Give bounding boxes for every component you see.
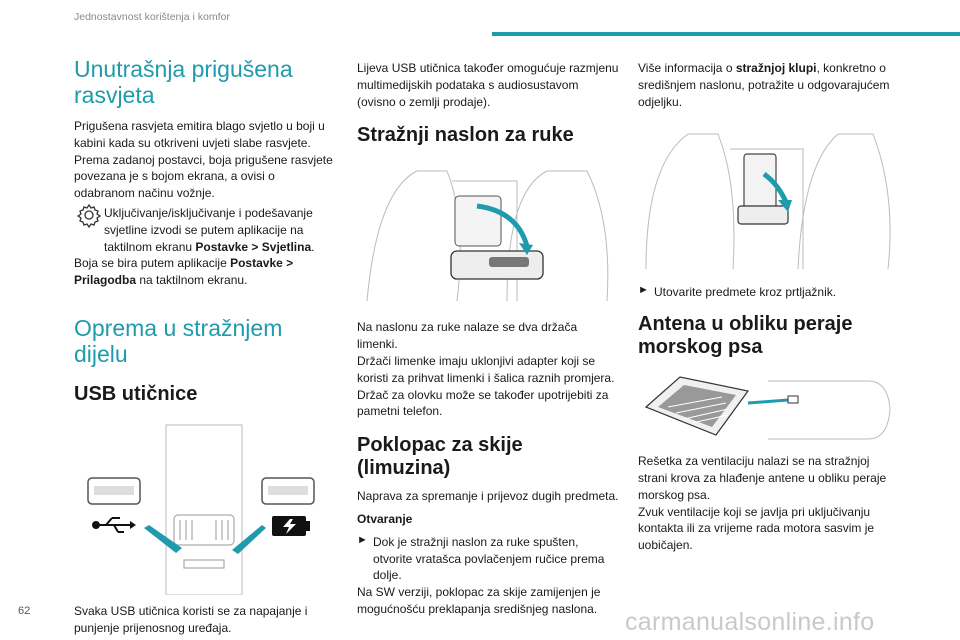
rear-armrest-illustration xyxy=(357,161,619,311)
heading-usb-sockets: USB utičnice xyxy=(74,382,198,405)
paragraph-ski-flap: Naprava za spremanje i prijevoz dugih predmeta. xyxy=(357,489,619,504)
heading-rear-armrest: Stražnji naslon za ruke xyxy=(357,124,574,147)
heading-rear-equipment: Oprema u stražnjem dijelu xyxy=(74,314,283,367)
heading-ambient-lighting: Unutrašnja prigušena rasvjeta xyxy=(74,56,293,108)
paragraph-ambient-lighting: Prigušena rasvjeta emitira blago svjetlo u boji u kabini kada su otkriveni uvjeti slabe rasvjete. Prema zadanoj postavci, boja prigušene rasvjete povezana je s bojom ekrana, a ovisi o odabranom načinu vožnje. xyxy=(74,118,333,201)
paragraph-cup-holders: Na naslonu za ruke nalaze se dva držača limenki. xyxy=(357,320,578,352)
bullet-load-items: ► Utovarite predmete kroz prtljažnik. xyxy=(638,284,837,300)
settings-note-text: Uključivanje/isključivanje i podešavanje svjetline izvodi se putem aplikacije na taktilnom ekranu Postavke > Svjetlina. xyxy=(104,205,315,254)
page-number: 62 xyxy=(18,605,31,617)
gear-icon xyxy=(74,202,104,228)
column-1 xyxy=(74,56,336,637)
usb-sockets-illustration xyxy=(74,420,336,595)
paragraph-pen-holder: Držač za olovku može se također upotrijebiti za pametni telefon. xyxy=(357,387,609,419)
ski-flap-illustration xyxy=(638,124,900,274)
charging-icon xyxy=(272,516,310,536)
bullet-opening: ► Dok je stražnji naslon za ruke spušten, otvorite vratašca povlačenjem ručice prema dolje. xyxy=(357,533,605,583)
paragraph-usb-usage: Svaka USB utičnica koristi se za napajanje i punjenje prijenosnog uređaja. xyxy=(74,603,308,635)
watermark: carmanualsonline.info xyxy=(625,608,875,636)
paragraph-ventilation-grille: Rešetka za ventilaciju nalazi se na stražnjoj strani krova za hlađenje antene u obliku peraje morskog psa. xyxy=(638,454,887,502)
paragraph-color-select: Boja se bira putem aplikacije Postavke > Prilagodba na taktilnom ekranu. xyxy=(74,256,294,288)
paragraph-ventilation-noise: Zvuk ventilacije koji se javlja pri uključivanju kontakta ili za vrijeme rada motora sasvim je uobičajen. xyxy=(638,504,875,553)
settings-note xyxy=(74,202,336,255)
paragraph-sw-version: Na SW verziji, poklopac za skije zamijenjen je mogućnošću preklapanja središnjeg naslona. xyxy=(357,585,601,616)
heading-ski-flap: Poklopac za skije (limuzina) xyxy=(357,434,523,480)
paragraph-usb-multimedia: Lijeva USB utičnica također omogućuje razmjenu multimedijskih podataka s audiosustavom (ovisno o zemlji prodaje). xyxy=(357,61,619,109)
shark-fin-antenna-illustration xyxy=(638,369,900,445)
header-accent-bar xyxy=(492,32,960,36)
paragraph-rear-bench-info: Više informacija o stražnjoj klupi, konkretno o središnjem naslonu, potražite u odgovarajućem odjeljku. xyxy=(638,61,890,109)
heading-shark-fin-antenna: Antena u obliku peraje morskog psa xyxy=(638,313,853,359)
usb-icon xyxy=(93,518,136,532)
column-2 xyxy=(357,60,619,618)
subheading-opening: Otvaranje xyxy=(357,511,413,526)
running-header: Jednostavnost korištenja i komfor xyxy=(74,11,230,23)
paragraph-adapter: Držači limenke imaju uklonjivi adapter koji se koristi za prihvat limenki i šalica raznih promjera. xyxy=(357,353,615,385)
column-3 xyxy=(638,60,900,554)
